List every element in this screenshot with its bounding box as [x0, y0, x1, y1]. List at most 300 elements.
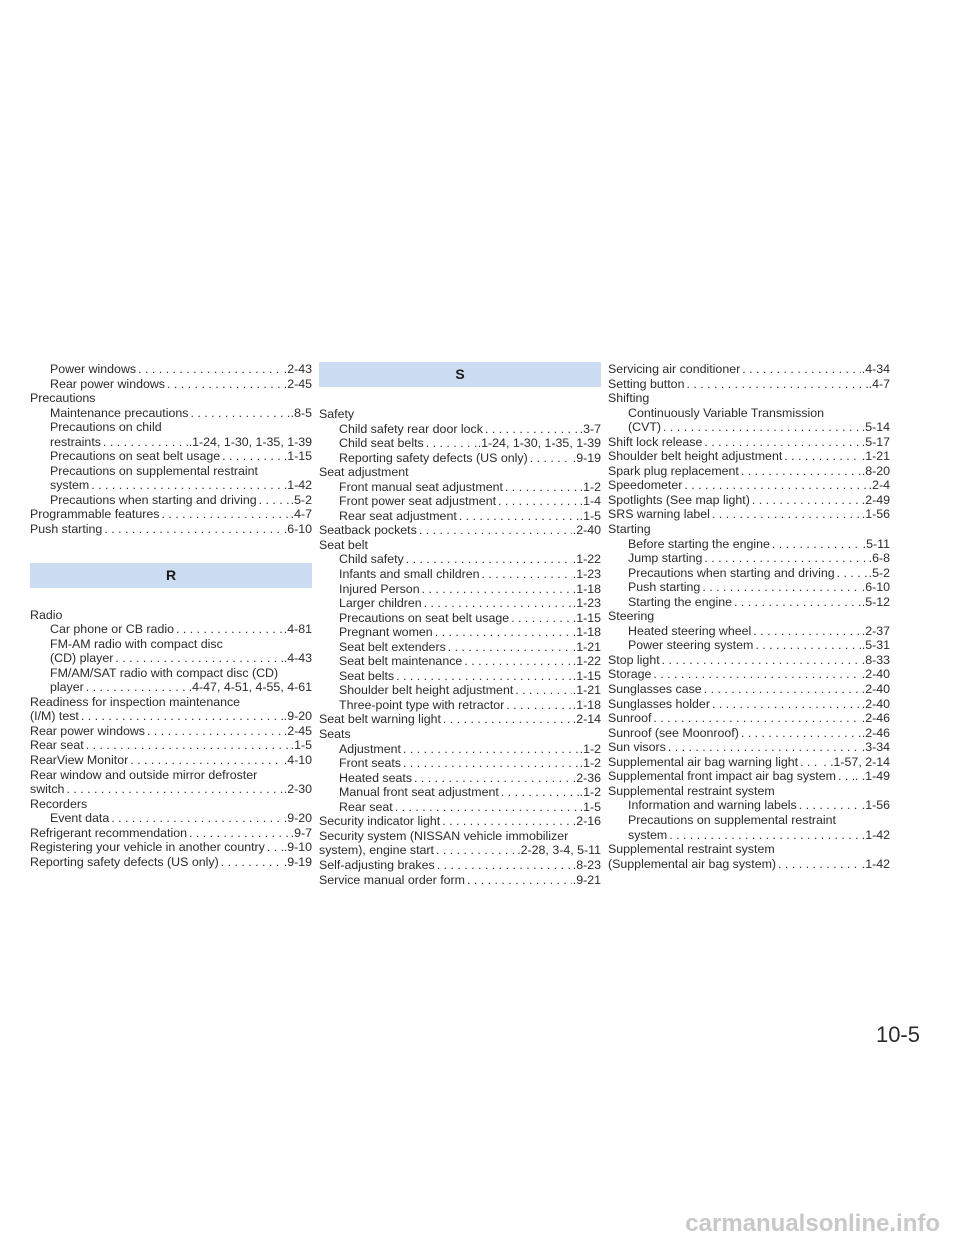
page-reference: .1-23 [572, 567, 601, 582]
dot-leader [401, 756, 579, 771]
index-entry [30, 391, 312, 406]
dot-leader [128, 753, 283, 768]
index-entry [319, 480, 601, 495]
index-term: Shifting [608, 391, 650, 406]
index-term: Injured Person [339, 581, 420, 596]
page-reference: .1-18 [572, 581, 601, 596]
page-reference: .1-2 [579, 741, 601, 756]
index-entry [30, 680, 312, 695]
index-term: Supplemental restraint system [608, 783, 775, 798]
index-column-1 [30, 362, 312, 869]
index-entry [608, 391, 890, 406]
dot-leader [136, 362, 283, 377]
page-reference: .5-2 [868, 565, 890, 580]
page-reference: .1-18 [572, 625, 601, 640]
dot-leader [710, 507, 861, 522]
index-term: Sun visors [608, 740, 666, 755]
index-term: Precautions when starting and driving [50, 492, 257, 507]
page-reference: .1-21 [861, 449, 890, 464]
dot-leader [732, 595, 861, 610]
index-term: Jump starting [628, 551, 703, 566]
page-reference: .5-14 [861, 420, 890, 435]
dot-leader [219, 855, 283, 870]
index-term: Infants and small children [339, 567, 480, 582]
index-entry [319, 698, 601, 713]
dot-leader [682, 478, 867, 493]
index-term: Power steering system [628, 638, 754, 653]
dot-leader [401, 742, 579, 757]
page-reference: .1-2 [579, 785, 601, 800]
page-reference: . .1-57, 2-14 [823, 754, 890, 769]
page-reference: .2-45 [283, 376, 312, 391]
index-entry [608, 813, 890, 828]
index-term: restraints [50, 434, 101, 449]
index-term: Radio [30, 607, 63, 622]
dot-leader [462, 654, 571, 669]
index-term: Spark plug replacement [608, 463, 739, 478]
index-term: Shoulder belt height adjustment [608, 449, 783, 464]
index-term: Heated seats [339, 770, 413, 785]
page-reference: .3-34 [861, 740, 890, 755]
page-reference: .2-16 [572, 814, 601, 829]
page-reference: .4-81 [283, 622, 312, 637]
section-header-s: S [319, 362, 601, 387]
index-term: Sunglasses case [608, 682, 702, 697]
page-reference: .8-20 [861, 463, 890, 478]
index-term: Supplemental air bag warning light [608, 754, 799, 769]
index-term: Registering your vehicle in another country [30, 840, 265, 855]
dot-leader [394, 669, 572, 684]
index-term: FM/AM/SAT radio with compact disc (CD) [50, 665, 279, 680]
index-entry [30, 637, 312, 652]
index-entry [608, 784, 890, 799]
dot-leader [782, 449, 860, 464]
index-entry [30, 522, 312, 537]
index-entry [30, 797, 312, 812]
dot-leader [797, 798, 861, 813]
index-term: Seat adjustment [319, 465, 409, 480]
index-entry [608, 551, 890, 566]
index-entry [608, 857, 890, 872]
dot-leader [113, 651, 282, 666]
page-reference: .8-5 [290, 405, 312, 420]
index-term: Manual front seat adjustment [339, 785, 499, 800]
index-term: system), engine start [319, 843, 435, 858]
page-reference: .1-5 [290, 738, 312, 753]
index-term: Heated steering wheel [628, 623, 752, 638]
index-entry [30, 855, 312, 870]
page-reference: .2-46 [861, 711, 890, 726]
dot-leader [835, 566, 868, 581]
page-reference: .9-19 [283, 854, 312, 869]
page-reference: .2-46 [861, 725, 890, 740]
index-term: Reporting safety defects (US only) [30, 854, 219, 869]
index-entry [608, 609, 890, 624]
index-entry [319, 683, 601, 698]
dot-leader [667, 828, 861, 843]
index-entry [608, 653, 890, 668]
index-entry [319, 523, 601, 538]
dot-leader [483, 422, 579, 437]
page-reference: .4-47, 4-51, 4-55, 4-61 [188, 680, 312, 695]
index-term: Precautions on child [50, 420, 162, 435]
index-entry [319, 843, 601, 858]
index-entry [608, 362, 890, 377]
page-reference: .2-43 [283, 362, 312, 376]
dot-leader [102, 522, 282, 537]
index-term: Starting the engine [628, 594, 733, 609]
index-term: Front seats [339, 756, 401, 771]
page-reference: .2-45 [283, 723, 312, 738]
index-entry [608, 842, 890, 857]
dot-leader [457, 509, 579, 524]
index-term: Sunroof [608, 711, 652, 726]
page-reference: .6-8 [868, 551, 890, 566]
page-reference: .9-19 [572, 450, 601, 465]
index-term: (CVT) [628, 420, 662, 435]
page-reference: .2-40 [861, 667, 890, 682]
index-entry [30, 724, 312, 739]
index-term: Pregnant women [339, 625, 433, 640]
index-term: Programmable features [30, 507, 160, 522]
page-reference: .5-12 [861, 594, 890, 609]
index-entry [608, 798, 890, 813]
page-reference: .2-28, 3-4, 5-11 [517, 843, 601, 858]
index-entry [30, 406, 312, 421]
index-entry [30, 666, 312, 681]
dot-leader [188, 406, 289, 421]
index-entry [319, 640, 601, 655]
index-entry [319, 873, 601, 888]
index-entry [608, 697, 890, 712]
dot-leader [513, 683, 571, 698]
watermark: carmanualsonline.info [685, 1210, 940, 1237]
index-entry [30, 782, 312, 797]
index-term: player [50, 680, 84, 695]
page-reference: .1-24, 1-30, 1-35, 1-39 [188, 434, 312, 449]
index-term: system [628, 827, 668, 842]
dot-leader [753, 638, 860, 653]
dot-leader [165, 377, 283, 392]
index-term: Rear seat [339, 799, 393, 814]
page-reference: .1-5 [579, 799, 601, 814]
dot-leader [393, 800, 579, 815]
dot-leader [739, 464, 861, 479]
page-reference: .2-30 [283, 782, 312, 797]
section-header-r: R [30, 563, 312, 588]
index-term: Reporting safety defects (US only) [339, 450, 528, 465]
index-column-2 [319, 362, 601, 887]
index-term: Adjustment [339, 741, 401, 756]
index-entry [608, 507, 890, 522]
dot-leader [404, 552, 572, 567]
page-reference: . .1-49 [854, 769, 890, 784]
index-term: Rear seat adjustment [339, 508, 457, 523]
index-entry [319, 727, 601, 742]
page-reference: .1-22 [572, 654, 601, 669]
dot-leader [420, 582, 572, 597]
page-reference: .9-21 [572, 872, 601, 887]
index-term: Rear window and outside mirror defroster [30, 767, 258, 782]
index-term: Seatback pockets [319, 523, 417, 538]
index-entry [319, 669, 601, 684]
dot-leader [684, 377, 867, 392]
page-reference: .4-7 [290, 507, 312, 522]
index-entry [319, 800, 601, 815]
index-entry [319, 451, 601, 466]
page-reference: .1-42 [861, 827, 890, 842]
index-term: Rear power windows [30, 723, 146, 738]
page-reference: .1-18 [572, 697, 601, 712]
index-entry [30, 362, 312, 377]
index-entry [319, 567, 601, 582]
dot-leader [503, 480, 579, 495]
index-entry [319, 436, 601, 451]
dot-leader [220, 449, 283, 464]
page-reference: .8-23 [572, 857, 601, 872]
index-entry [608, 435, 890, 450]
dot-leader [509, 611, 572, 626]
index-entry [30, 826, 312, 841]
index-entry [319, 654, 601, 669]
index-term: (Supplemental air bag system) [608, 856, 777, 871]
index-entry [30, 753, 312, 768]
index-term: Precautions when starting and driving [628, 565, 835, 580]
dot-leader [496, 494, 579, 509]
page-reference: .1-21 [572, 683, 601, 698]
page-reference: .1-2 [579, 479, 601, 494]
index-entry [30, 738, 312, 753]
dot-leader [651, 711, 860, 726]
index-entry [319, 611, 601, 626]
index-term: Front manual seat adjustment [339, 479, 503, 494]
index-term: FM-AM radio with compact disc [50, 636, 223, 651]
dot-leader [750, 493, 861, 508]
dot-leader [84, 680, 188, 695]
page-reference: .9-20 [283, 811, 312, 826]
index-entry [608, 595, 890, 610]
index-term: Setting button [608, 376, 685, 391]
index-entry [608, 726, 890, 741]
index-entry [608, 828, 890, 843]
index-term: Child safety [339, 552, 404, 567]
page-reference: .9-10 [283, 840, 312, 855]
page-reference: .2-14 [572, 712, 601, 727]
page-reference: .1-56 [861, 507, 890, 522]
index-term: Readiness for inspection maintenance [30, 694, 241, 709]
index-entry [319, 742, 601, 757]
index-term: Precautions on supplemental restraint [50, 463, 259, 478]
dot-leader [64, 782, 282, 797]
index-entry [608, 682, 890, 697]
page-reference: .1-56 [861, 798, 890, 813]
index-term: Push starting [628, 580, 701, 595]
dot-leader [89, 478, 283, 493]
dot-leader [528, 451, 572, 466]
dot-leader [465, 873, 572, 888]
index-entry [30, 449, 312, 464]
index-entry [319, 552, 601, 567]
index-term: Precautions on supplemental restraint [628, 812, 837, 827]
index-term: Shoulder belt height adjustment [339, 683, 514, 698]
dot-leader [798, 755, 822, 770]
dot-leader [257, 493, 290, 508]
index-term: Rear power windows [50, 376, 166, 391]
index-entry [319, 465, 601, 480]
page-reference: .1-22 [572, 552, 601, 567]
index-entry [608, 667, 890, 682]
index-entry [608, 537, 890, 552]
index-entry [319, 756, 601, 771]
index-entry [319, 538, 601, 553]
dot-leader [145, 724, 283, 739]
index-entry [30, 608, 312, 623]
index-entry [608, 522, 890, 537]
dot-leader [661, 420, 861, 435]
index-entry [608, 624, 890, 639]
index-term: Seat belts [339, 668, 395, 683]
index-entry [608, 478, 890, 493]
page-reference: .1-23 [572, 596, 601, 611]
dot-leader [651, 667, 860, 682]
index-entry [30, 420, 312, 435]
dot-leader [422, 596, 572, 611]
index-entry [319, 509, 601, 524]
index-entry [30, 811, 312, 826]
index-term: Safety [319, 407, 355, 421]
index-term: Seats [319, 727, 351, 742]
index-term: Recorders [30, 796, 88, 811]
page-reference: .2-37 [861, 623, 890, 638]
index-entry [319, 582, 601, 597]
index-term: (I/M) test [30, 709, 79, 724]
index-term: Child safety rear door lock [339, 421, 483, 436]
page-reference: .3-7 [579, 421, 601, 436]
index-term: Shift lock release [608, 434, 703, 449]
index-entry [608, 755, 890, 770]
dot-leader [702, 682, 861, 697]
index-entry [319, 814, 601, 829]
index-term: Power windows [50, 362, 137, 376]
page-reference: .1-42 [283, 478, 312, 493]
index-term: system [50, 478, 90, 493]
index-term: Stop light [608, 652, 660, 667]
dot-leader [79, 709, 283, 724]
dot-leader [109, 811, 283, 826]
dot-leader [480, 567, 572, 582]
index-term: RearView Monitor [30, 753, 129, 768]
index-term: Supplemental restraint system [608, 842, 775, 857]
index-term: Storage [608, 667, 652, 682]
dot-leader [770, 537, 862, 552]
dot-leader [159, 507, 289, 522]
index-term: Before starting the engine [628, 536, 770, 551]
index-entry [319, 596, 601, 611]
index-entry [319, 625, 601, 640]
index-term: Precautions on seat belt usage [50, 449, 221, 464]
index-term: Maintenance precautions [50, 405, 189, 420]
index-term: SRS warning label [608, 507, 710, 522]
page-reference: .1-15 [283, 449, 312, 464]
index-entry [319, 858, 601, 873]
dot-leader [710, 697, 861, 712]
index-term: Front power seat adjustment [339, 494, 497, 509]
dot-leader [446, 640, 572, 655]
index-term: Larger children [339, 596, 422, 611]
dot-leader [776, 857, 861, 872]
page-reference: .1-21 [572, 639, 601, 654]
index-entry [608, 493, 890, 508]
page-reference: .5-2 [290, 492, 312, 507]
page-reference: .8-33 [861, 652, 890, 667]
page-number: 10-5 [875, 1022, 920, 1047]
index-entry [608, 377, 890, 392]
page-reference: .4-10 [283, 753, 312, 768]
page-reference: .1-2 [579, 756, 601, 771]
index-term: Refrigerant recommendation [30, 825, 188, 840]
index-term: Sunglasses holder [608, 696, 710, 711]
index-entry [608, 580, 890, 595]
dot-leader [700, 580, 860, 595]
dot-leader [504, 698, 571, 713]
index-term: Precautions [30, 391, 96, 406]
dot-leader [702, 435, 860, 450]
index-entry [319, 407, 601, 422]
dot-leader [84, 738, 290, 753]
dot-leader [174, 622, 283, 637]
index-term: Information and warning labels [628, 798, 797, 813]
index-entry [30, 695, 312, 710]
index-term: switch [30, 782, 65, 797]
index-entry [608, 638, 890, 653]
index-entry [608, 406, 890, 421]
index-term: Push starting [30, 522, 103, 537]
index-term: Seat belt maintenance [339, 654, 463, 669]
page-reference: .2-40 [861, 696, 890, 711]
page-reference: .4-43 [283, 651, 312, 666]
index-term: Spotlights (See map light) [608, 492, 750, 507]
page-reference: .1-4 [579, 494, 601, 509]
index-term: Event data [50, 811, 110, 826]
index-entry [608, 566, 890, 581]
index-term: Precautions on seat belt usage [339, 610, 510, 625]
dot-leader [265, 840, 283, 855]
page-reference: .6-10 [283, 522, 312, 537]
index-term: Speedometer [608, 478, 683, 493]
index-entry [319, 771, 601, 786]
index-term: Three-point type with retractor [339, 697, 505, 712]
dot-leader [412, 771, 572, 786]
index-term: Security indicator light [319, 814, 441, 829]
index-term: Seat belt warning light [319, 712, 441, 727]
page-reference: .1-24, 1-30, 1-35, 1-39 [477, 436, 601, 451]
index-term: Car phone or CB radio [50, 622, 174, 637]
index-entry [30, 435, 312, 450]
page-reference: .4-7 [868, 376, 890, 391]
dot-leader [702, 551, 867, 566]
index-term: Self-adjusting brakes [319, 857, 435, 872]
dot-leader [740, 362, 861, 377]
index-entry [319, 494, 601, 509]
index-entry [608, 740, 890, 755]
index-entry [608, 420, 890, 435]
page-reference: .2-40 [572, 523, 601, 538]
index-entry [319, 422, 601, 437]
dot-leader [836, 769, 854, 784]
dot-leader [187, 826, 290, 841]
index-term: Child seat belts [339, 436, 424, 451]
dot-leader [434, 843, 516, 858]
